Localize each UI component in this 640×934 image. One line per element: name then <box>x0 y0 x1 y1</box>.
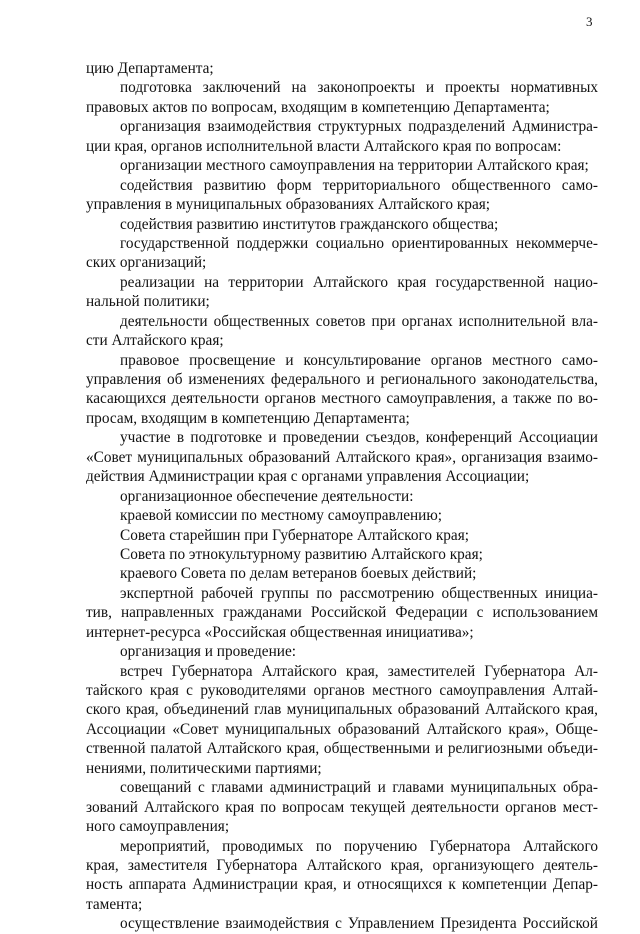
text-line: Ассоциации «Совет муниципальных образований Алтайского края», Обще- <box>86 720 598 738</box>
text-line: реализации на территории Алтайского края государственной нацио- <box>120 273 598 291</box>
text-line: управления в муниципальных образованиях Алтайского края; <box>86 196 491 214</box>
text-line: «Совет муниципальных образований Алтайского края», организация взаимо- <box>86 448 598 466</box>
text-line: тив, направленных гражданами Российской Федерации с использованием <box>86 604 598 622</box>
text-line: участие в подготовке и проведении съездов, конференций Ассоциации <box>120 429 598 447</box>
text-line: Совета старейшин при Губернаторе Алтайского края; <box>120 526 469 544</box>
text-line: управления об изменениях федерального и регионального законодательства, <box>86 371 598 388</box>
text-line: деятельности общественных советов при органах исполнительной вла- <box>120 312 598 330</box>
text-line: тайского края с руководителями органов местного самоуправления Алтай- <box>86 682 598 699</box>
text-line: правовых актов по вопросам, входящим в компетенцию Департамента; <box>86 98 550 116</box>
text-line: организации местного самоуправления на территории Алтайского края; <box>120 157 589 175</box>
text-line: тамента; <box>86 895 143 913</box>
text-line: ского края, объединений глав муниципальных образований Алтайского края, <box>86 701 598 719</box>
text-line: ских организаций; <box>86 254 207 272</box>
text-line: цию Департамента; <box>86 60 214 77</box>
text-line: нениями, политическими партиями; <box>86 759 322 777</box>
text-line: подготовка заключений на законопроекты и проекты нормативных <box>120 79 598 97</box>
text-line: встреч Губернатора Алтайского края, заместителей Губернатора Ал- <box>120 662 598 680</box>
text-line: организационное обеспечение деятельности: <box>120 487 414 505</box>
text-line: касающихся деятельности органов местного самоуправления, а также по во- <box>86 390 598 408</box>
text-line: краевой комиссии по местному самоуправлению; <box>120 507 443 525</box>
text-line: ственной палатой Алтайского края, общественными и религиозными объеди- <box>86 740 598 758</box>
text-line: организация и проведение: <box>120 643 296 661</box>
text-line: правовое просвещение и консультирование органов местного само- <box>120 351 598 369</box>
text-line: ность аппарата Администрации края, и относящихся к компетенции Депар- <box>86 876 598 894</box>
text-line: совещаний с главами администраций и главами муниципальных обра- <box>120 779 598 797</box>
text-line: действия Администрации края с органами управления Ассоциации; <box>86 468 530 486</box>
text-line: нальной политики; <box>86 293 210 311</box>
text-line: ного самоуправления; <box>86 818 230 836</box>
text-line: мероприятий, проводимых по поручению Губернатора Алтайского <box>120 837 598 855</box>
text-line: просам, входящим в компетенцию Департамента; <box>86 409 410 427</box>
text-line: интернет-ресурса «Российская общественная инициатива»; <box>86 623 474 641</box>
text-line: осуществление взаимодействия с Управлением Президента Российской <box>120 915 598 933</box>
text-line: Совета по этнокультурному развитию Алтайского края; <box>120 545 483 563</box>
text-line: сти Алтайского края; <box>86 332 224 350</box>
text-line: содействия развитию форм территориального общественного само- <box>120 176 598 194</box>
text-line: организация взаимодействия структурных подразделений Администра- <box>120 118 598 136</box>
text-line: ции края, органов исполнительной власти Алтайского края по вопросам: <box>86 137 562 155</box>
text-line: краевого Совета по делам ветеранов боевых действий; <box>120 565 477 583</box>
text-line: экспертной рабочей группы по рассмотрению общественных инициа- <box>120 584 598 602</box>
text-line: содействия развитию институтов гражданского общества; <box>120 215 499 233</box>
text-line: зований Алтайского края по вопросам текущей деятельности органов мест- <box>86 798 598 816</box>
document-body <box>86 59 598 934</box>
text-line: государственной поддержки социально ориентированных некоммерче- <box>120 234 598 252</box>
text-line: края, заместителя Губернатора Алтайского края, организующего деятель- <box>86 856 598 874</box>
page-number: 3 <box>586 14 593 29</box>
